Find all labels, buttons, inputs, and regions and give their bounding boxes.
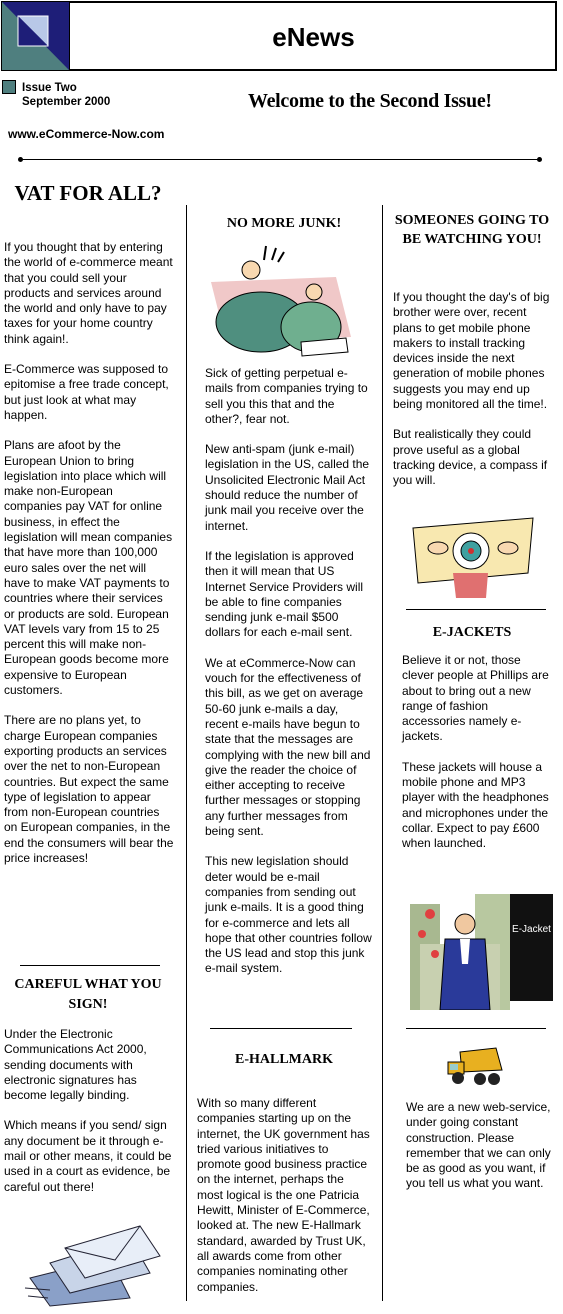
issue-date: September 2000	[22, 96, 111, 108]
paragraph: If you thought the day's of big brother were over, recent plans to get mobile phone makers to install tracking devices inside the next generation of mobile phones suggests you may end up being monitored all the time!.	[393, 290, 550, 412]
header-rule	[22, 159, 539, 160]
article-hallmark	[197, 1096, 373, 1310]
article-heading-vat: VAT FOR ALL?	[14, 181, 162, 205]
paragraph: If you thought that by entering the world of e-commerce meant that you could sell your products and services around the world and only have to pay taxes for your home country think again!.	[4, 240, 173, 346]
logo	[1, 1, 70, 71]
radar-man-illustration	[408, 513, 538, 598]
paragraph: We at eCommerce-Now can vouch for the effectiveness of this bill, as we get on average 50-60 junk e-mails a day, recent e-mails have begun to state that the messages are complying with the new bill and give the reader the choice of either accepting to receive further messages or stopping any further messages from being sent.	[205, 655, 371, 839]
rule-end-dot	[537, 157, 542, 162]
paragraph: Plans are afoot by the European Union to bring legislation into place which will make non-European companies pay VAT for online business, in effect the legislation will mean companies that have more than 100,000 euro sales over the net will have to make VAT payments to countries where their services or products are sold. European VAT levels vary from 15 to 25 percent this will make non-European goods become more expensive to European customers.	[4, 438, 173, 698]
paragraph: Under the Electronic Communications Act 2000, sending documents with electronic signatures has become legally binding.	[4, 1027, 147, 1103]
construction-notice: We are a new web-service, under going constant construction. Please remember that we can only be as good as you want, if you tell us what you want.	[406, 1100, 551, 1191]
site-url: www.eCommerce-Now.com	[8, 127, 165, 141]
ejacket-caption: E-Jacket	[512, 924, 551, 935]
logo-icon	[2, 2, 69, 70]
issue-square-icon	[2, 80, 16, 94]
article-ejackets	[402, 653, 554, 867]
article-junk	[205, 366, 373, 992]
paragraph: New anti-spam (junk e-mail) legislation in the US, called the Unsolicited Electronic Mail Act should reduce the number of junk mail you receive over the internet.	[205, 442, 370, 533]
paragraph: With so many different companies starting up on the internet, the UK government has tried various initiatives to promote good business practice on the internet, perhaps the most logical is the one Patricia Hewitt, Minister of E-Commerce, looked at. The new E-Hallmark standard, awarded by Trust UK, all awards come from other companies nominating other companies.	[197, 1096, 370, 1294]
ejacket-caption-box	[510, 894, 553, 1001]
paragraph: If the legislation is approved then it will mean that US Internet Service Providers will be able to fine companies sending junk e-mail $500 dollars for each e-mail sent.	[205, 548, 364, 640]
article-sign	[4, 1027, 174, 1210]
newsletter-title: eNews	[272, 22, 355, 52]
article-heading-ejackets: E-JACKETS	[432, 625, 512, 640]
paragraph: There are no plans yet, to charge European companies exporting products an services over the net to non-European countries. But expect the same type of legislation to appear from non-European countries on European companies, in the end the consumers will bear the price increases!	[4, 713, 174, 865]
section-rule	[210, 1028, 352, 1029]
article-heading-hallmark: E-HALLMARK	[235, 1052, 333, 1067]
paragraph: This new legislation should deter would be e-mail companies from sending out junk e-mails. It is a good thing for e-commerce and lets all hope that other countries follow the US lead and stop this junk e-mail system.	[205, 854, 372, 976]
welcome-heading: Welcome to the Second Issue!	[248, 90, 492, 112]
issue-info	[22, 81, 110, 109]
article-watching	[393, 290, 555, 504]
section-rule	[20, 965, 160, 966]
envelopes-icon	[20, 1218, 170, 1308]
column-divider	[382, 205, 383, 1301]
column-divider	[186, 205, 187, 1301]
businessman-illustration	[410, 884, 510, 1010]
dump-truck-icon	[446, 1046, 506, 1088]
section-rule	[406, 1028, 546, 1029]
issue-number: Issue Two	[22, 82, 77, 94]
section-rule	[406, 609, 546, 610]
paragraph: Believe it or not, those clever people at Phillips are about to bring out a new range of fashion accessories namely e-jackets.	[402, 653, 549, 744]
paragraph: These jackets will house a mobile phone and MP3 player with the headphones and microphones under the collar. Expect to pay £600 when launched.	[402, 759, 549, 851]
article-vat	[4, 240, 174, 881]
paragraph: Which means if you send/ sign any document be it through e-mail or other means, it could be used in a court as evidence, be careful out there!	[4, 1118, 172, 1194]
article-heading-watching: SOMEONES GOING TO BE WATCHING YOU!	[394, 213, 550, 247]
paragraph: Sick of getting perpetual e-mails from companies trying to sell you this that and the other?, fear not.	[205, 366, 368, 426]
angry-man-illustration	[206, 242, 356, 362]
paragraph: E-Commerce was supposed to epitomise a free trade concept, but just look at what may happen.	[4, 362, 169, 422]
paragraph: But realistically they could prove useful as a global tracking device, a compass if you will.	[393, 427, 548, 488]
article-heading-sign: CAREFUL WHAT YOU SIGN!	[14, 977, 162, 1012]
article-heading-junk: NO MORE JUNK!	[226, 216, 342, 231]
